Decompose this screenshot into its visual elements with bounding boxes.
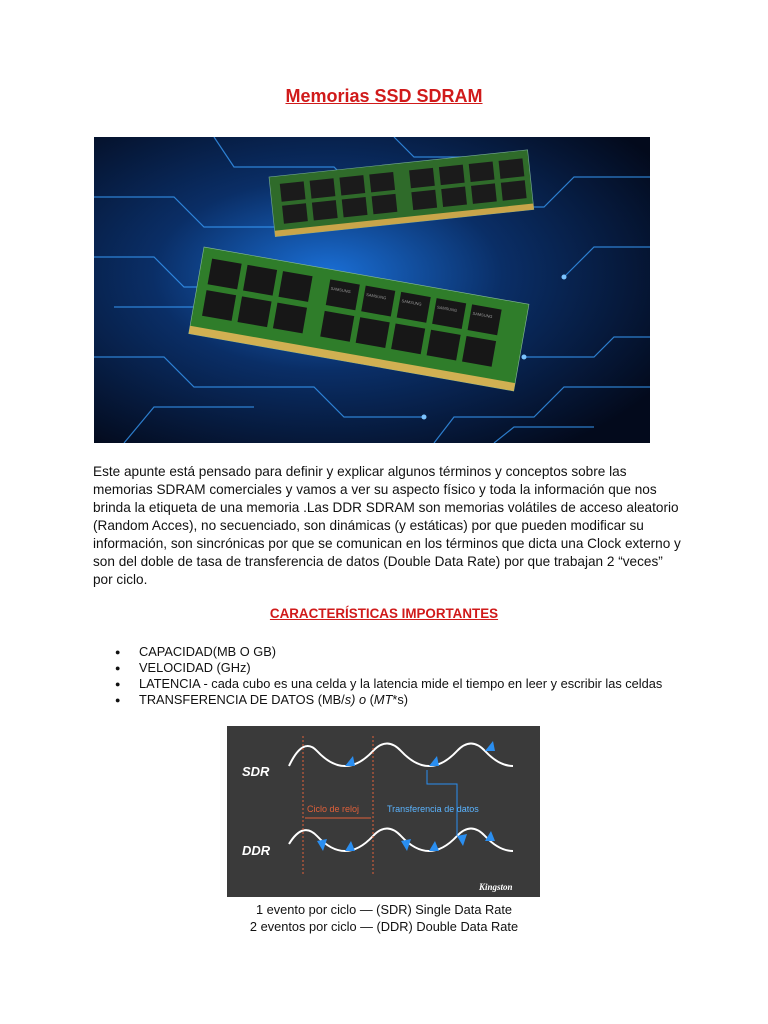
features-list [115,644,662,708]
cycle-label: Ciclo de reloj [307,804,360,814]
kingston-logo: Kingston [479,882,513,892]
list-item: ● CAPACIDAD(MB O GB) [115,644,662,660]
sdr-ddr-diagram [227,726,540,897]
ram-modules-image [94,137,650,443]
transfer-label: Transferencia de datos [387,804,479,814]
svg-text:SAMSUNG: SAMSUNG [436,304,458,313]
intro-paragraph: Este apunte está pensado para definir y explicar algunos términos y conceptos sobre las memorias SDRAM comerciales y vamos a ver su aspecto físico y toda la información que nos brinda la etiqueta de una memoria .Las DDR SDRAM son memorias volátiles de acceso aleatorio (Random Acces), no secuenciado, son dinámicas (y estáticas) por que pueden modificar su información, son sincrónicas por que se comunican en los términos que dicta una Clock externo y son del doble de tasa de transferencia de datos (Double Data Rate) por que trabajan 2 “veces” por ciclo. [93,464,681,587]
svg-text:SAMSUNG: SAMSUNG [365,291,387,301]
page-title: Memorias SSD SDRAM [285,86,483,106]
list-item: ● TRANSFERENCIA DE DATOS (MB/s) o (MT*s) [115,692,662,708]
svg-text:SAMSUNG: SAMSUNG [401,298,423,307]
caption-line: 2 eventos por ciclo — (DDR) Double Data Rate [249,919,519,934]
list-item: ● VELOCIDAD (GHz) [115,660,662,676]
sdr-label: SDR [242,764,270,779]
caption-line: 1 evento por ciclo — (SDR) Single Data Rate [255,902,513,917]
svg-text:SAMSUNG: SAMSUNG [472,310,493,320]
section-subtitle: CARACTERÍSTICAS IMPORTANTES [269,606,499,621]
list-item: ● LATENCIA - cada cubo es una celda y la latencia mide el tiempo en leer y escribir las celdas [115,676,662,692]
diagram-caption [0,901,768,935]
svg-text:SAMSUNG: SAMSUNG [330,285,352,295]
ddr-label: DDR [242,843,271,858]
